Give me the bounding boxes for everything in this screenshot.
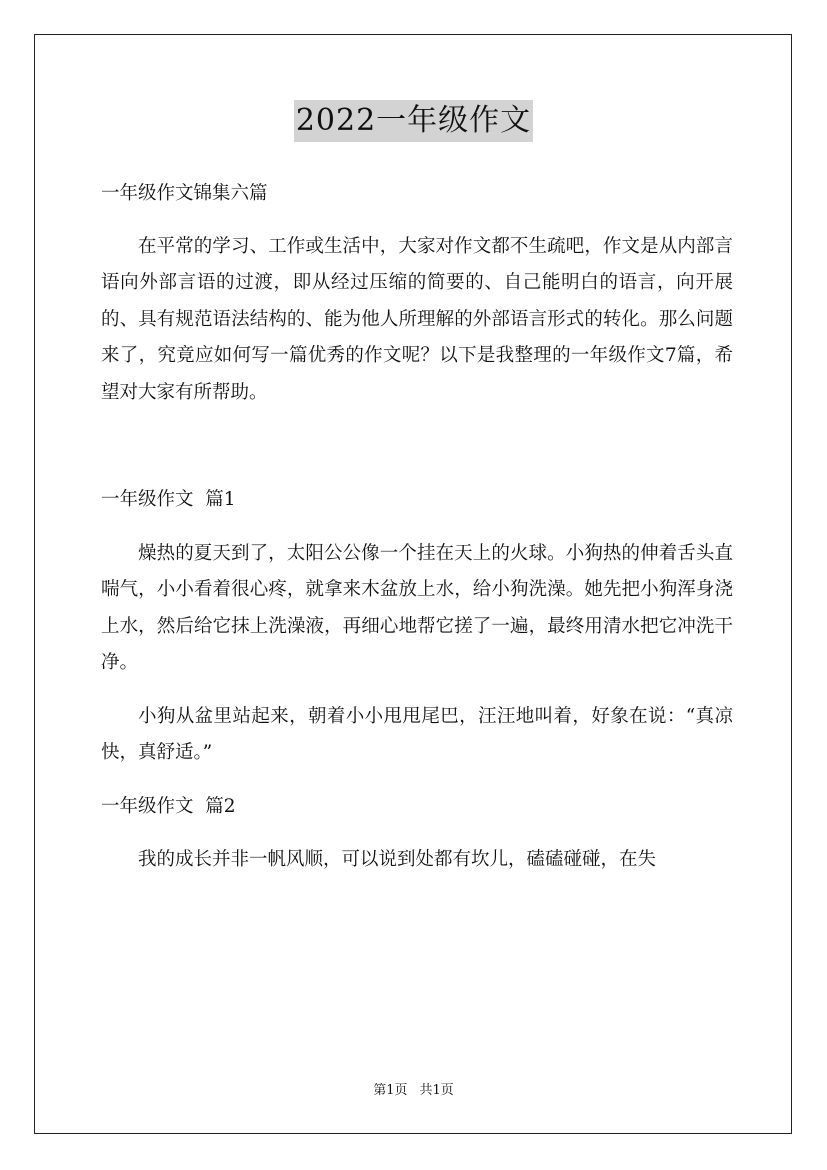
page-footer xyxy=(0,1082,827,1100)
section-paragraph: 小狗从盆里站起来，朝着小小甩甩尾巴，汪汪地叫着，好象在说：“真凉快，真舒适。” xyxy=(101,705,733,763)
document-title: 2022一年级作文 xyxy=(294,100,533,142)
section-paragraph: 燥热的夏天到了，太阳公公像一个挂在天上的火球。小狗热的伸着舌头直喘气，小小看着很心疼，就拿来木盆放上水，给小狗洗澡。她先把小狗浑身浇上水，然后给它抹上洗澡液，再细心地帮它搓了一遍，最终用清水把它冲洗干净。 xyxy=(101,542,733,673)
section-paragraph: 我的成长并非一帆风顺，可以说到处都有坎儿，磕磕碰碰，在失 xyxy=(138,849,657,870)
section-heading: 一年级作文 篇2 xyxy=(101,795,236,817)
document-subtitle: 一年级作文锦集六篇 xyxy=(101,183,268,204)
document-body xyxy=(101,176,733,879)
page-total: 共1页 xyxy=(419,1083,454,1098)
intro-paragraph: 在平常的学习、工作或生活中，大家对作文都不生疏吧，作文是从内部言语向外部言语的过渡，即从经过压缩的简要的、自己能明白的语言，向开展的、具有规范语法结构的、能为他人所理解的外部语言形式的转化。那么问题来了，究竟应如何写一篇优秀的作文呢？以下是我整理的一年级作文7篇，希望对大家有所帮助。 xyxy=(101,235,733,403)
title-container xyxy=(0,100,827,142)
page-number: 第1页 xyxy=(373,1083,408,1098)
section-heading: 一年级作文 篇1 xyxy=(101,489,236,510)
